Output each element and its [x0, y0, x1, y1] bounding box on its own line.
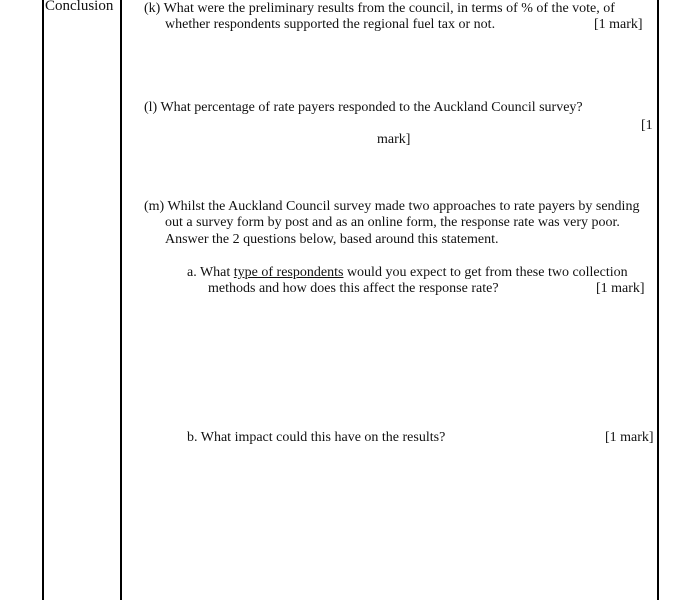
question-mb-text: b. What impact could this have on the results?	[187, 430, 446, 445]
table-border-right	[657, 0, 659, 600]
question-k-mark: [1 mark]	[594, 17, 643, 32]
question-m-line2: out a survey form by post and as an online form, the response rate was very poor.	[165, 215, 620, 230]
question-l-text: (l) What percentage of rate payers responded to the Auckland Council survey?	[144, 100, 583, 115]
question-ma-line2: methods and how does this affect the response rate?	[208, 281, 499, 296]
question-m-line1: (m) Whilst the Auckland Council survey made two approaches to rate payers by sending	[144, 199, 640, 214]
question-ma-mark: [1 mark]	[596, 281, 645, 296]
question-m-line3: Answer the 2 questions below, based around this statement.	[165, 232, 499, 247]
conclusion-label: Conclusion	[45, 0, 114, 14]
question-k-line1: (k) What were the preliminary results from the council, in terms of % of the vote, of	[144, 1, 615, 16]
table-border-left	[42, 0, 44, 600]
question-k-line2: whether respondents supported the regional fuel tax or not.	[165, 17, 496, 32]
question-mb-mark: [1 mark]	[605, 430, 654, 445]
question-ma-prefix: a. What	[187, 265, 234, 280]
question-l-mark-part1: [1	[641, 118, 653, 133]
question-ma-suffix: would you expect to get from these two collection	[343, 265, 628, 280]
question-ma-underlined: type of respondents	[233, 265, 344, 280]
table-border-middle	[120, 0, 122, 600]
question-ma-line1	[187, 264, 628, 281]
question-l-mark-part2: mark]	[377, 132, 411, 147]
